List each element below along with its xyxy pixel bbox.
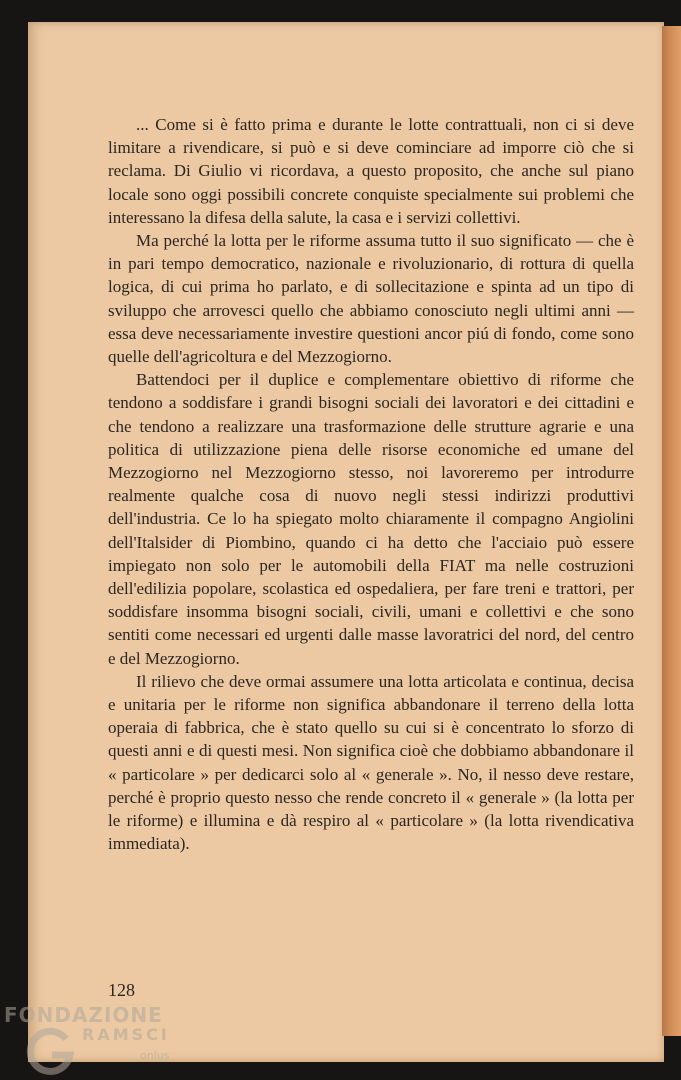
watermark-line-2: RAMSCI <box>82 1025 170 1044</box>
paragraph-3: Battendoci per il duplice e complementare obiettivo di riforme che tendono a soddisfare i grandi bisogni sociali dei lavoratori e dei cittadini e che tendono a realizzare una trasformazione delle strutture agrarie e una politica di utilizzazione piena delle risorse economiche ed umane del Mezzogiorno nel Mezzogiorno stesso, noi lavoreremo per introdurre realmente qualche cosa di nuovo negli stessi indirizzi produttivi dell'industria. Ce lo ha spiegato molto chiaramente il compagno Angiolini dell'Italsider di Piombino, quando ci ha detto che l'acciaio può essere impiegato non solo per le automobili della FIAT ma nelle costruzioni dell'edilizia popolare, scolastica ed ospedaliera, per fare treni e trattori, per soddisfare insomma bisogni sociali, civili, umani e collettivi e che sono sentiti come necessari ed urgenti dalle masse lavoratrici del nord, del centro e del Mezzogiorno. <box>108 370 634 668</box>
page-number: 128 <box>108 980 135 1000</box>
watermark-line-1: FONDAZIONE <box>4 1003 163 1027</box>
body-text <box>108 113 634 856</box>
paragraph-2: Ma perché la lotta per le riforme assuma tutto il suo significato — che è in pari tempo democratico, nazionale e rivoluzionario, di rottura di quella logica, di cui prima ho parlato, e di sollecitazione e spinta ad un tipo di sviluppo che arrovesci quello che abbiamo conosciuto negli ultimi anni — essa deve necessariamente investire questioni ancor piú di fondo, come sono quelle dell'agricoltura e del Mezzogiorno. <box>108 231 634 367</box>
next-page-edge <box>662 26 681 1036</box>
watermark-line-3: onlus <box>140 1049 170 1062</box>
watermark-logo <box>4 1003 204 1075</box>
paragraph-4: Il rilievo che deve ormai assumere una lotta articolata e continua, decisa e unitaria per le riforme non significa abbandonare il terreno della lotta operaia di fabbrica, che è stato quello su cui si è concentrato lo sforzo di questi anni e di questi mesi. Non significa cioè che dobbiamo abbandonare il « particolare » per dedicarci solo al « generale ». No, il nesso deve restare, perché è proprio questo nesso che rende concreto il « generale » (la lotta per le riforme) e illumina e dà respiro al « particolare » (la lotta rivendicativa immediata). <box>108 671 634 854</box>
g-logo-icon <box>26 1025 76 1075</box>
paragraph-1: ... Come si è fatto prima e durante le lotte contrattuali, non ci si deve limitare a rivendicare, si può e si deve cominciare ad imporre ciò che si reclama. Di Giulio vi ricordava, a questo proposito, che anche sul piano locale sono oggi possibili concrete conquiste specialmente sui problemi che interessano la difesa della salute, la casa e i servizi collettivi. <box>108 115 634 227</box>
